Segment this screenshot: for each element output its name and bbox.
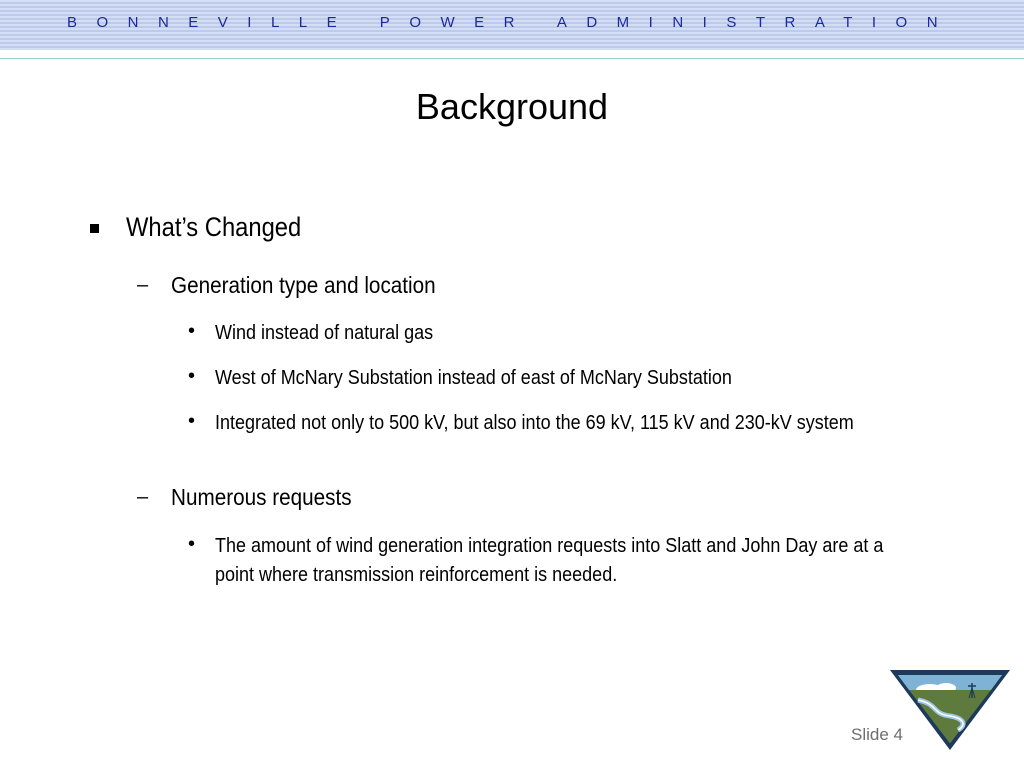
bullet-level2: Numerous requests bbox=[171, 484, 352, 510]
dash-bullet-icon: – bbox=[137, 486, 149, 508]
bullet-level2: Generation type and location bbox=[171, 272, 436, 298]
bullet-level3: Wind instead of natural gas bbox=[215, 322, 434, 344]
bpa-triangle-logo-icon bbox=[888, 668, 1012, 752]
bullet-level3: Integrated not only to 500 kV, but also into the 69 kV, 115 kV and 230-kV system bbox=[215, 412, 854, 434]
bullet-level1: What’s Changed bbox=[126, 212, 302, 242]
square-bullet-icon bbox=[90, 224, 99, 233]
organization-name: BONNEVILLE POWER ADMINISTRATION bbox=[66, 14, 958, 31]
dot-bullet-icon: • bbox=[188, 365, 196, 387]
dot-bullet-icon: • bbox=[188, 533, 196, 555]
slide-title: Background bbox=[415, 86, 609, 127]
dot-bullet-icon: • bbox=[188, 410, 196, 432]
bullet-level3: West of McNary Substation instead of east of McNary Substation bbox=[215, 367, 732, 389]
dot-bullet-icon: • bbox=[188, 320, 196, 342]
bullet-level3: The amount of wind generation integration requests into Slatt and John Day are at a point where transmission reinforcement is needed. bbox=[215, 535, 884, 586]
dash-bullet-icon: – bbox=[137, 274, 149, 296]
slide-number: Slide 4 bbox=[851, 725, 903, 744]
